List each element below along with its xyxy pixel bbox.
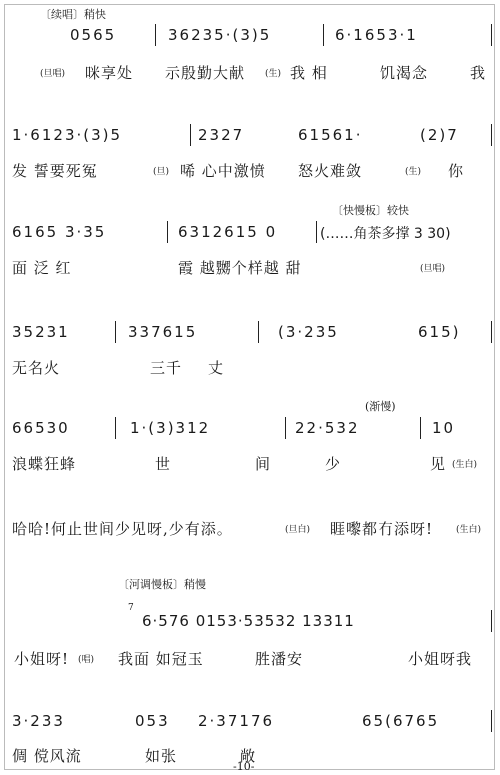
role-cue: (生白) — [456, 525, 482, 535]
lyric-text: 怒火难敛 — [298, 162, 363, 180]
tempo-mark: 〔河调慢板〕稍慢 — [118, 578, 206, 591]
barline — [420, 417, 421, 439]
role-cue: (旦唱) — [40, 69, 66, 79]
notation-segment: 61561· — [298, 126, 363, 144]
notation-segment: 2327 — [198, 126, 245, 144]
barline — [323, 24, 324, 46]
notation-segment: 1·6123·(3)5 — [12, 126, 123, 144]
tempo-mark: (渐慢) — [365, 400, 396, 413]
role-cue: (旦白) — [285, 525, 311, 535]
lyric-text: 如张 — [145, 747, 178, 765]
page-number: -10- — [233, 760, 255, 773]
lyric-text: 浪蝶狂蜂 — [12, 455, 77, 473]
notation-segment: 22·532 — [295, 419, 360, 437]
barline — [491, 610, 492, 632]
role-cue: (旦唱) — [420, 264, 446, 274]
notation-segment: 337615 — [128, 323, 198, 341]
role-cue: (生) — [405, 167, 422, 177]
notation-segment: 615) — [418, 323, 461, 341]
barline — [190, 124, 191, 146]
notation-segment: 3·233 — [12, 712, 65, 730]
lyric-text: 敞 — [240, 747, 257, 765]
lyric-text: 面 泛 红 — [12, 259, 72, 277]
barline — [155, 24, 156, 46]
lyric-text: 我 相 — [290, 64, 328, 82]
barline — [115, 417, 116, 439]
grace-note: 7 — [128, 603, 134, 613]
notation-segment: 2·37176 — [198, 712, 275, 730]
barline — [491, 124, 492, 146]
barline — [491, 321, 492, 343]
lyric-text: 发 誓要死冤 — [12, 162, 98, 180]
lyric-text: 示殷勤大献 — [165, 64, 246, 82]
lyric-text: 唏 心中激愤 — [180, 162, 266, 180]
lyric-text: 小姐呀我 — [408, 650, 473, 668]
lyric-text: 你 — [448, 162, 465, 180]
lyric-text: 小姐呀! — [14, 650, 70, 668]
role-cue: (唱) — [78, 655, 95, 665]
notation-segment: (……角茶多撑 3 30) — [320, 226, 451, 242]
barline — [285, 417, 286, 439]
lyric-text: 饥渴念 — [380, 64, 429, 82]
notation-segment: 6312615 0 — [178, 223, 278, 241]
lyric-text: 少 — [325, 455, 342, 473]
notation-segment: 6165 3·35 — [12, 223, 107, 241]
role-cue: (生) — [265, 69, 282, 79]
tempo-mark: 〔快慢板〕较快 — [332, 204, 409, 217]
notation-segment: 10 — [432, 419, 456, 437]
notation-segment: 36235·(3)5 — [168, 26, 272, 44]
notation-segment: 6·576 0153·53532 13311 — [142, 612, 355, 630]
lyric-text: 我面 如冠玉 — [118, 650, 204, 668]
notation-segment: (3·235 — [278, 323, 339, 341]
barline — [115, 321, 116, 343]
lyric-text: 胜潘安 — [255, 650, 304, 668]
lyric-text: 三千 — [150, 359, 183, 377]
barline — [491, 24, 492, 46]
notation-segment: 053 — [135, 712, 170, 730]
dialogue-text: 睚嚟都冇添呀! — [330, 520, 434, 538]
lyric-text: 世 — [155, 455, 172, 473]
notation-segment: 6·1653·1 — [335, 26, 418, 44]
lyric-text: 霞 越嬲个样越 甜 — [178, 259, 302, 277]
barline — [167, 221, 168, 243]
lyric-text: 咪享处 — [85, 64, 134, 82]
barline — [491, 710, 492, 732]
barline — [258, 321, 259, 343]
lyric-text: 我 — [470, 64, 487, 82]
notation-segment: 65(6765 — [362, 712, 440, 730]
notation-segment: 35231 — [12, 323, 70, 341]
notation-segment: (2)7 — [420, 126, 459, 144]
barline — [316, 221, 317, 243]
role-cue: (生白) — [452, 460, 478, 470]
lyric-text: 丈 — [208, 359, 225, 377]
notation-segment: 1·(3)312 — [130, 419, 211, 437]
role-cue: (旦) — [153, 167, 170, 177]
lyric-text: 无名火 — [12, 359, 61, 377]
tempo-mark: 〔续唱〕稍快 — [40, 8, 106, 21]
notation-segment: 66530 — [12, 419, 70, 437]
notation-segment: 0565 — [70, 26, 117, 44]
lyric-text: 见 — [430, 455, 447, 473]
lyric-text: 间 — [255, 455, 272, 473]
lyric-text: 倜 傥风流 — [12, 747, 82, 765]
dialogue-text: 哈哈!何止世间少见呀,少有添。 — [12, 520, 233, 538]
